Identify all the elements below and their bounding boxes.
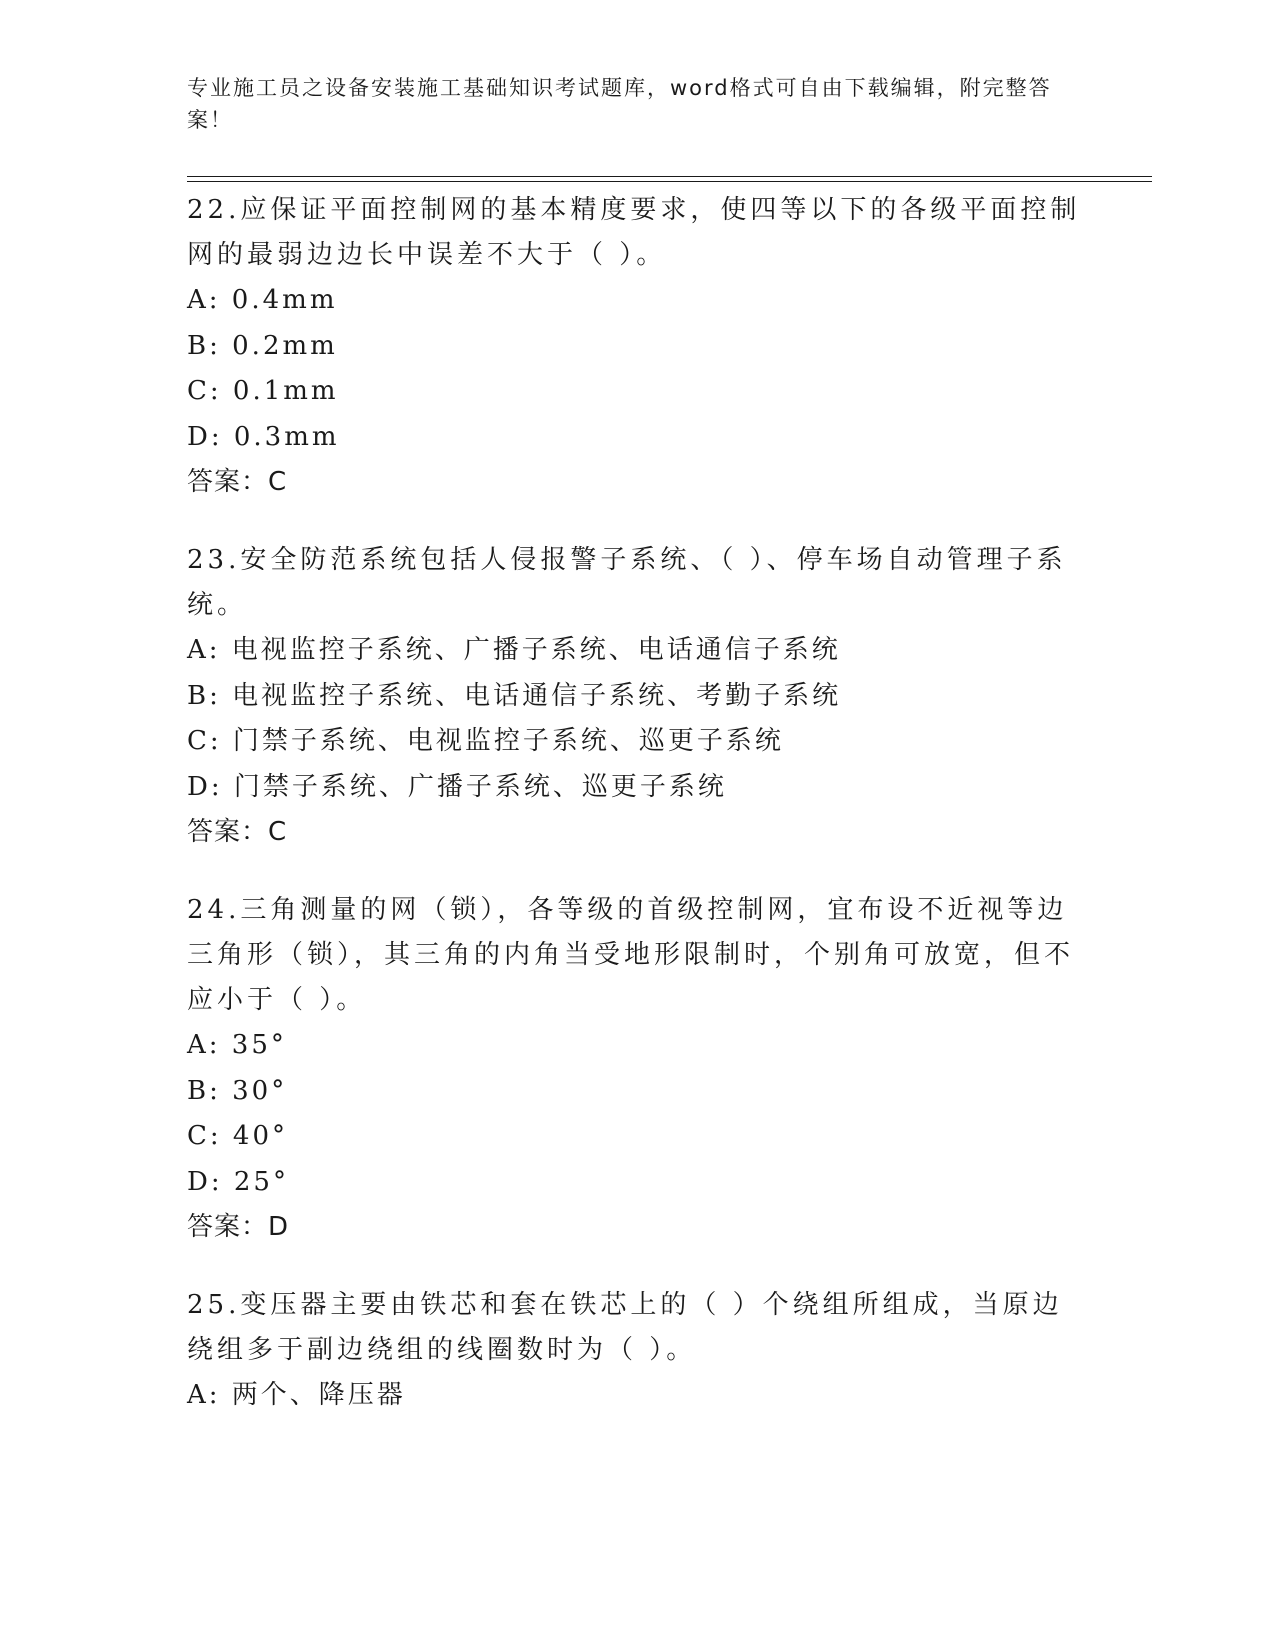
option-c: C: 0.1mm (187, 376, 339, 406)
answer-line: 答案：C (187, 817, 288, 847)
option-d: D: 0.3mm (187, 421, 340, 452)
answer-line: 答案：D (187, 1212, 290, 1242)
header-divider-bottom (187, 181, 1152, 182)
question-stem: 25.变压器主要由铁芯和套在铁芯上的（ ）个绕组所组成，当原边绕组多于副边绕组的线圈数时为（ ）。 (187, 1290, 1063, 1365)
option-a: A: 0.4mm (187, 285, 338, 315)
question-stem: 24.三角测量的网（锁），各等级的首级控制网，宜布设不近视等边三角形（锁），其三角的内角当受地形限制时，个别角可放宽，但不应小于（ ）。 (187, 895, 1075, 1015)
option-a: A: 35° (187, 1030, 287, 1060)
option-b: B: 0.2mm (187, 330, 338, 361)
option-c: C: 门禁子系统、电视监控子系统、巡更子系统 (187, 726, 784, 756)
option-a: A: 两个、降压器 (187, 1380, 406, 1410)
option-b: B: 电视监控子系统、电话通信子系统、考勤子系统 (187, 680, 842, 711)
question-stem: 22.应保证平面控制网的基本精度要求，使四等以下的各级平面控制网的最弱边边长中误差不大于（ ）。 (187, 195, 1081, 270)
option-a: A: 电视监控子系统、广播子系统、电话通信子系统 (187, 635, 841, 665)
question-22 (187, 188, 1087, 505)
option-c: C: 40° (187, 1121, 289, 1151)
header-divider-top (187, 176, 1152, 177)
question-stem: 23.安全防范系统包括人侵报警子系统、（ ）、停车场自动管理子系统。 (187, 545, 1067, 620)
document-header: 专业施工员之设备安装施工基础知识考试题库，word格式可自由下载编辑，附完整答案！ (187, 76, 1052, 132)
option-d: D: 门禁子系统、广播子系统、巡更子系统 (187, 771, 727, 802)
option-d: D: 25° (187, 1166, 289, 1197)
question-24 (187, 888, 1087, 1250)
question-list (187, 188, 1087, 1452)
answer-line: 答案：C (187, 467, 288, 497)
option-b: B: 30° (187, 1075, 288, 1106)
question-25 (187, 1283, 1087, 1419)
question-23 (187, 538, 1087, 855)
